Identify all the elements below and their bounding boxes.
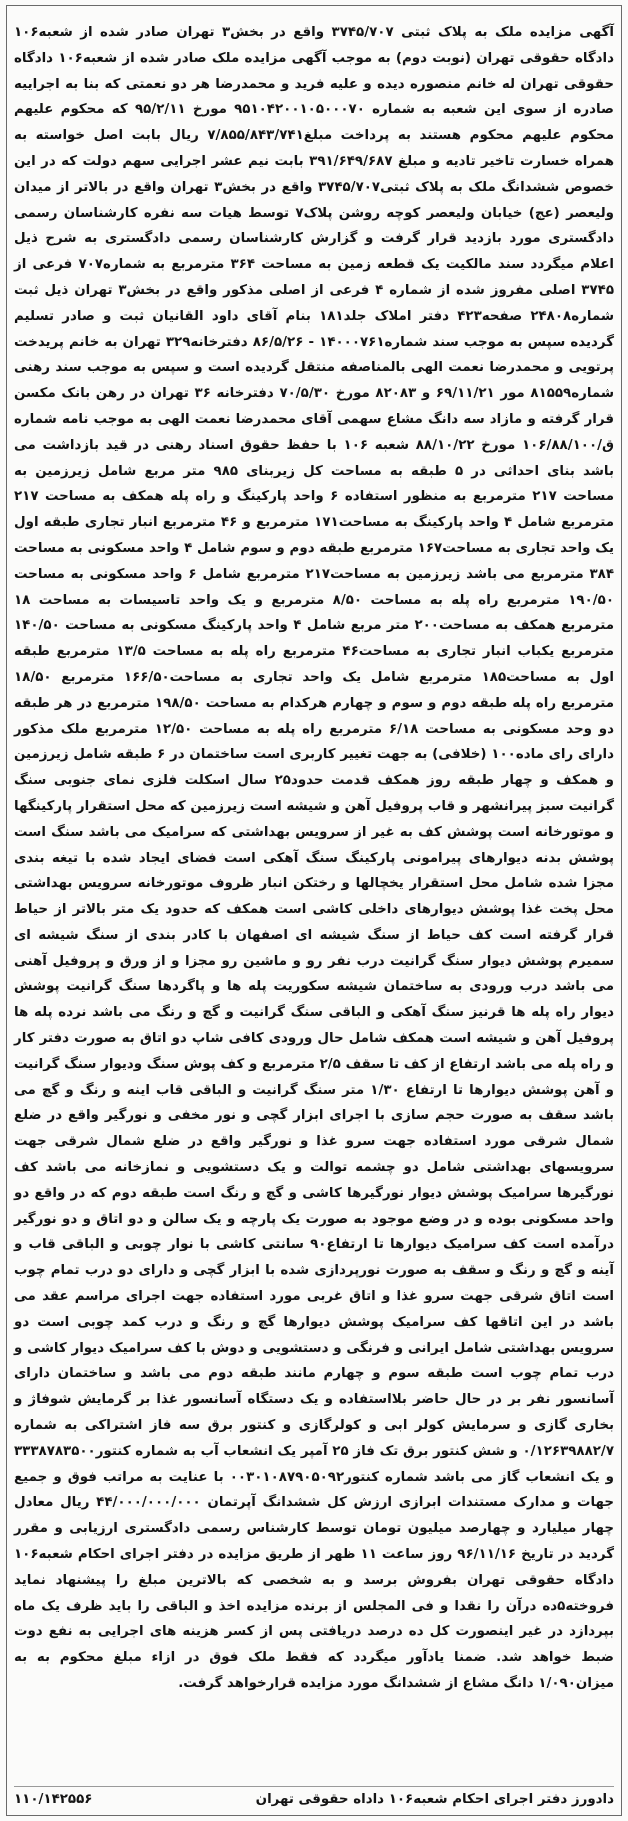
auction-notice-body: آگهی مزایده ملک به پلاک ثبتی ۳۷۴۵/۷۰۷ واقع در بخش۳ تهران صادر شده از شعبه۱۰۶ دادگاه حقوقی تهران (نوبت دوم) به موجب آگهی مزایده ملک صادر شده از شعبه۱۰۶ دادگاه حقوقی تهران له خانم منصوره دیده و علیه فرید و محمدرضا هر دو نعمتی که بنا به اجراییه صادره از سوی این شعبه به شماره ۹۵۱۰۴۲۰۰۱۰۵۰۰۰۷۰ مورخ ۹۵/۲/۱۱ که محکوم علیهم محکوم علیهم محکوم هستند به پرداخت مبلغ۷/۸۵۵/۸۴۳/۷۴۱ ریال بابت اصل خواسته به همراه خسارت تاخیر تادیه و مبلغ ۳۹۱/۶۴۹/۶۸۷ بابت نیم عشر اجرایی سهم دولت که در این خصوص ششدانگ ملک به پلاک ثبتی۳۷۴۵/۷۰۷ واقع در بخش۳ تهران واقع در بالاتر از میدان ولیعصر (عج) خیابان ولیعصر کوچه روشن پلاک۷ توسط هیات سه نفره کارشناسان رسمی دادگستری مورد بازدید قرار گرفت و گزارش کارشناسان رسمی دادگستری به شرح ذیل اعلام میگردد سند مالکیت یک قطعه زمین به مساحت ۳۶۴ مترمربع به شماره۷۰۷ فرعی از ۳۷۴۵ اصلی مفروز شده از شماره ۴ فرعی از اصلی مذکور واقع در بخش۳ تهران ذیل ثبت شماره۲۴۸۰۸ صفحه۴۲۳ دفتر املاک جلد۱۸۱ بنام آقای داود القانیان ثبت و صادر تسلیم گردیده سپس به موجب سند شماره۱۴۰۰۰۷۶۱ - ۸۶/۵/۲۶ دفترخانه۳۲۹ تهران به خانم پریدخت پرتویی و محمدرضا نعمت الهی بالمناصفه منتقل گردیده است و سپس به موجب سند رهنی شماره۸۱۵۵۹ مور ۶۹/۱۱/۲۱ و ۸۲۰۸۳ مورخ ۷۰/۵/۳۰ دفترخانه ۳۶ تهران در رهن بانک مکسن قرار گرفته و مازاد سه دانگ مشاع سهمی آقای محمدرضا نعمت الهی به موجب نامه شماره ق/۱۰۶/۸۸/۱۰۰ مورخ ۸۸/۱۰/۲۲ شعبه ۱۰۶ با حفظ حقوق اسناد رهنی در قید بازداشت می باشد بنای احداثی در ۵ طبقه به مساحت کل زیربنای ۹۸۵ متر مربع شامل زیرزمین به مساحت ۲۱۷ مترمربع به منظور استفاده ۶ واحد پارکینگ و راه پله همکف به مساحت ۲۱۷ مترمربع شامل ۴ واحد پارکینگ به مساحت۱۷۱ مترمربع و ۴۶ مترمربع انبار تجاری طبقه اول یک واحد تجاری به مساحت۱۶۷ مترمربع طبقه دوم و سوم شامل ۴ واحد مسکونی به مساحت ۳۸۴ مترمربع می باشد زیرزمین به مساحت۲۱۷ مترمربع شامل ۶ واحد مسکونی به مساحت ۱۹۰/۵۰ مترمربع راه پله به مساحت ۸/۵۰ مترمربع و یک واحد تاسیسات به مساحت ۱۸ مترمربع همکف به مساحت۲۰۰ متر مربع شامل ۴ واحد پارکینگ مسکونی به مساحت ۱۴۰/۵۰ مترمربع یکباب انبار تجاری به مساحت۴۶ مترمربع راه پله به مساحت ۱۳/۵ مترمربع طبقه اول به مساحت۱۸۵ مترمربع شامل یک واحد تجاری به مساحت۱۶۶/۵۰ مترمربع ۱۸/۵۰ مترمربع راه پله طبقه دوم و سوم و چهارم هرکدام به مساحت ۱۹۸/۵۰ مترمربع در هر طبقه دو وحد مسکونی به مساحت ۶/۱۸ مترمربع راه پله به مساحت ۱۲/۵۰ مترمربع ملک مذکور دارای رای ماده۱۰۰ (خلافی) به جهت تغییر کاربری است ساختمان در ۶ طبقه شامل زیرزمین و همکف و چهار طبقه روز همکف قدمت حدود۲۵ سال اسکلت فلزی نمای جنوبی سنگ گرانیت سبز پیرانشهر و قاب پروفیل آهن و شیشه است زیرزمین که محل استقرار پارکینگها و موتورخانه است پوشش کف به غیر از سرویس بهداشتی که سرامیک می باشد سنگ است پوشش بدنه دیوارهای پیرامونی پارکینگ سنگ آهکی است فضای ایجاد شده با تیغه بندی مجزا شده شامل محل استقرار یخچالها و رختکن انبار ظروف موتورخانه سرویس بهداشتی محل پخت غذا پوشش دیوارهای داخلی کاشی است همکف که حدود یک متر بالاتر از حیاط قرار گرفته است کف حیاط از سنگ شیشه ای اصفهان با کادر بندی از سنگ شیشه ای سمیرم پوشش دیوار سنگ گرانیت درب نفر رو و ماشین رو مجزا و از ورق و پروفیل آهنی می باشد درب ورودی به ساختمان شیشه سکوریت پله ها و پاگردها سنگ گرانیت پوشش دیوار راه پله ها قرنیز سنگ آهکی و الباقی سنگ گرانیت و گچ و رنگ می باشد نرده پله ها پروفیل آهن و شیشه است همکف شامل حال ورودی کافی شاپ دو اتاق به صورت دفتر کار و راه پله می باشد ارتفاع از کف تا سقف ۲/۵ مترمربع و کف پوش سنگ ودیوار سنگ گرانیت و آهن پوشش دیوارها تا ارتفاع ۱/۳۰ متر سنگ گرانیت و الباقی قاب اینه و رنگ و گچ می باشد سقف به صورت حجم سازی با اجرای ابزار گچی و نور مخفی و نورگیر واقع در ضلع شمال شرقی مورد استفاده جهت سرو غذا و نورگیر واقع در ضلع شمال شرقی جهت سرویسهای بهداشتی شامل دو چشمه توالت و یک دستشویی و نمازخانه می باشد کف نورگیرها سرامیک پوشش دیوار نورگیرها کاشی و گچ و رنگ است طبقه دوم که در واقع دو واحد مسکونی بوده و در وضع موجود به صورت یک پارچه و یک سالن و دو اتاق و دو نورگیر درآمده است کف سرامیک دیوارها تا ارتفاع۹۰ سانتی کاشی با نوار چوبی و الباقی قاب و آینه و گچ و رنگ و سقف به صورت نورپردازی شده با ابزار گچی و دارای دو درب تمام چوب است اتاق شرقی جهت سرو غذا و اتاق غربی مورد استفاده جهت اجرای مراسم عقد می باشد در این اتاقها کف سرامیک پوشش دیوارها گچ و رنگ و درب کمد چوبی است دو سرویس بهداشتی شامل ایرانی و فرنگی و دستشویی و دوش با کف سرامیک دیوار کاشی و درب تمام چوب است طبقه سوم و چهارم مانند طبقه دوم می باشد و ساختمان دارای آسانسور نفر بر در حال حاضر بلااستفاده و یک دستگاه آسانسور غذا بر گرمایش شوفاژ و بخاری گازی و سرمایش کولر ابی و کولرگازی و کنتور برق سه فاز اشتراکی به شماره ۰/۱۲۶۳۹۸۸۲/۷ و شش کنتور برق تک فاز ۲۵ آمپر یک انشعاب آب به شماره کنتور۳۳۳۸۷۸۳۵۰۰ و یک انشعاب گاز می باشد شماره کنتور۰۰۳۰۱۰۸۷۹۰۵۰۹۲ با عنایت به مراتب فوق و جمیع جهات و مدارک مستندات ابرازی ارزش کل ششدانگ آپرتمان ۴۴/۰۰۰/۰۰۰/۰۰۰ ریال معادل چهار میلیارد و چهارصد میلیون تومان توسط کارشناس رسمی دادگستری ارزیابی و مقرر گردید در تاریخ ۹۶/۱۱/۱۶ روز ساعت ۱۱ ظهر از طریق مزایده در دفتر اجرای احکام شعبه۱۰۶ دادگاه حقوقی تهران بفروش برسد و به شخصی که بالاترین مبلغ را پیشنهاد نماید فروخته۵ده درآن را نقدا و فی المجلس از برنده مزایده اخذ و الباقی را باید ظرف یک ماه بپردازد در غیر اینصورت کل ده درصد دریافتی پس از کسر هزینه های اجرایی به نفع دوت ضبط خواهد شد. ضمنا یادآور میگردد که فقط ملک فوق در ازاء مبلغ محکوم به به میزان۱/۰۹۰ دانگ مشاع از ششدانگ مورد مزایده قرارخواهد گرفت. xyxy=(14,25,615,1691)
notice-reference-code: ۱۱۰/۱۴۲۵۵۶ xyxy=(14,1792,93,1807)
issuing-office-signature: دادورز دفتر اجرای احکام شعبه۱۰۶ داداه حقوقی تهران xyxy=(255,1792,614,1807)
notice-footer xyxy=(14,1786,614,1807)
